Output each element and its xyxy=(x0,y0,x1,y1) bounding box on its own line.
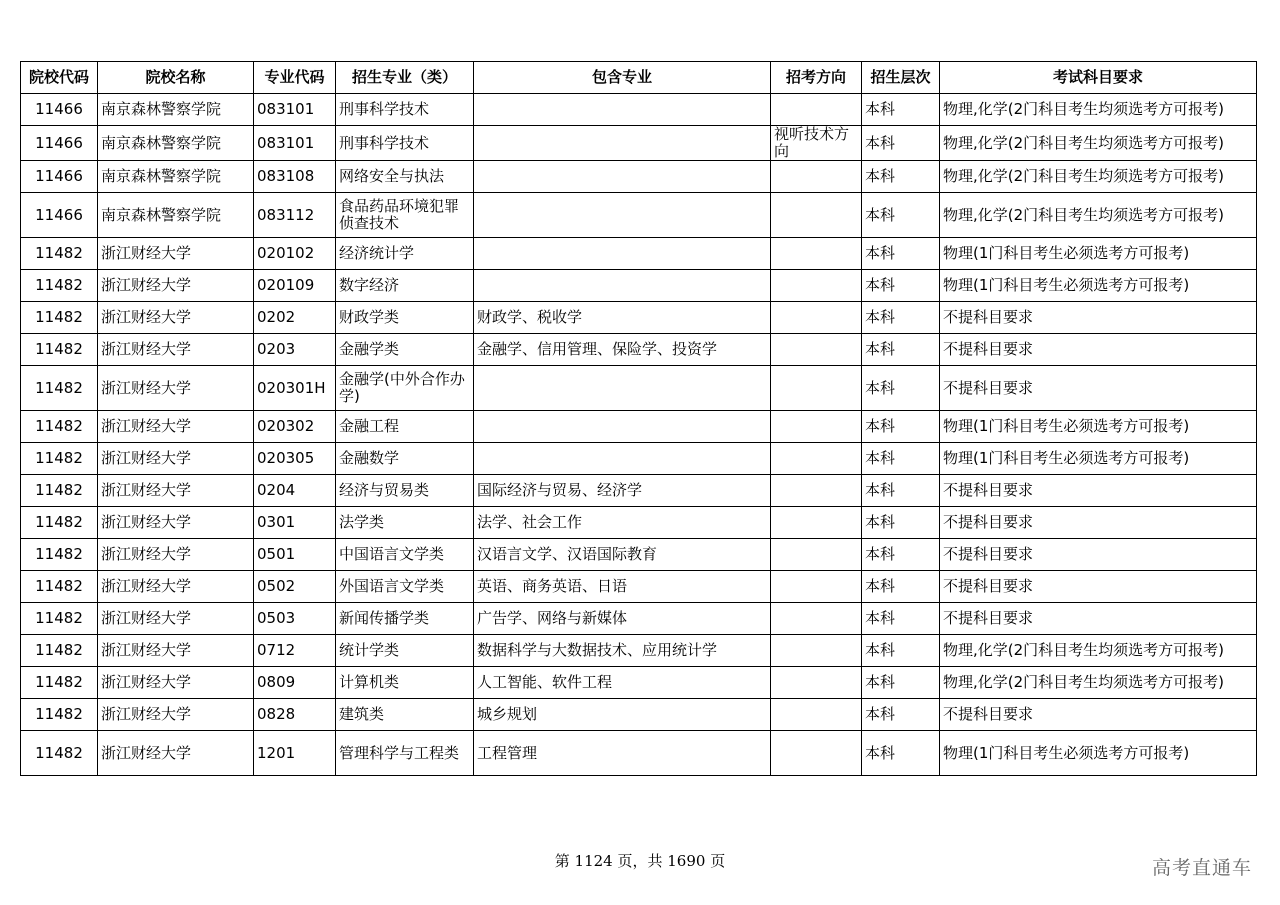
admission-table xyxy=(20,61,1257,776)
cell-requirement: 物理,化学(2门科目考生均须选考方可报考) xyxy=(940,161,1257,193)
cell-requirement: 不提科目要求 xyxy=(940,603,1257,635)
cell-major: 统计学类 xyxy=(336,635,474,667)
cell-major-code: 020109 xyxy=(254,270,336,302)
cell-major: 金融学(中外合作办学) xyxy=(336,366,474,411)
cell-requirement: 物理,化学(2门科目考生均须选考方可报考) xyxy=(940,635,1257,667)
cell-level: 本科 xyxy=(862,334,940,366)
cell-major-code: 083101 xyxy=(254,126,336,161)
table-body xyxy=(21,94,1257,776)
cell-school-code: 11482 xyxy=(21,302,98,334)
cell-level: 本科 xyxy=(862,238,940,270)
cell-major: 管理科学与工程类 xyxy=(336,731,474,776)
table-row xyxy=(21,302,1257,334)
cell-requirement: 物理,化学(2门科目考生均须选考方可报考) xyxy=(940,94,1257,126)
header-requirement: 考试科目要求 xyxy=(940,62,1257,94)
cell-direction xyxy=(771,411,862,443)
table-row xyxy=(21,603,1257,635)
table-row xyxy=(21,411,1257,443)
cell-requirement: 物理,化学(2门科目考生均须选考方可报考) xyxy=(940,667,1257,699)
cell-level: 本科 xyxy=(862,126,940,161)
cell-school-code: 11466 xyxy=(21,126,98,161)
cell-direction xyxy=(771,539,862,571)
cell-school-code: 11482 xyxy=(21,507,98,539)
cell-major-code: 0301 xyxy=(254,507,336,539)
cell-included xyxy=(474,411,771,443)
cell-school-name: 浙江财经大学 xyxy=(98,411,254,443)
cell-major-code: 020102 xyxy=(254,238,336,270)
cell-school-name: 浙江财经大学 xyxy=(98,238,254,270)
table-row xyxy=(21,731,1257,776)
cell-level: 本科 xyxy=(862,731,940,776)
cell-school-name: 南京森林警察学院 xyxy=(98,193,254,238)
cell-level: 本科 xyxy=(862,539,940,571)
cell-major: 刑事科学技术 xyxy=(336,94,474,126)
cell-major-code: 0828 xyxy=(254,699,336,731)
cell-major: 外国语言文学类 xyxy=(336,571,474,603)
cell-direction xyxy=(771,475,862,507)
cell-included xyxy=(474,238,771,270)
cell-major-code: 083108 xyxy=(254,161,336,193)
cell-requirement: 物理(1门科目考生必须选考方可报考) xyxy=(940,731,1257,776)
header-school-code: 院校代码 xyxy=(21,62,98,94)
cell-level: 本科 xyxy=(862,193,940,238)
cell-direction xyxy=(771,238,862,270)
page-footer: 第 1124 页，共 1690 页 xyxy=(554,852,726,870)
cell-included: 数据科学与大数据技术、应用统计学 xyxy=(474,635,771,667)
cell-included: 城乡规划 xyxy=(474,699,771,731)
cell-included xyxy=(474,126,771,161)
cell-major-code: 0502 xyxy=(254,571,336,603)
table-row xyxy=(21,193,1257,238)
cell-requirement: 物理,化学(2门科目考生均须选考方可报考) xyxy=(940,126,1257,161)
cell-level: 本科 xyxy=(862,571,940,603)
cell-major: 金融学类 xyxy=(336,334,474,366)
cell-direction xyxy=(771,507,862,539)
cell-requirement: 不提科目要求 xyxy=(940,699,1257,731)
cell-major: 食品药品环境犯罪侦查技术 xyxy=(336,193,474,238)
cell-included: 人工智能、软件工程 xyxy=(474,667,771,699)
table-row xyxy=(21,539,1257,571)
cell-requirement: 物理(1门科目考生必须选考方可报考) xyxy=(940,443,1257,475)
cell-level: 本科 xyxy=(862,94,940,126)
cell-requirement: 不提科目要求 xyxy=(940,539,1257,571)
cell-major-code: 020301H xyxy=(254,366,336,411)
table-row xyxy=(21,443,1257,475)
cell-level: 本科 xyxy=(862,667,940,699)
cell-school-code: 11482 xyxy=(21,475,98,507)
cell-school-name: 浙江财经大学 xyxy=(98,334,254,366)
cell-school-name: 浙江财经大学 xyxy=(98,443,254,475)
cell-direction xyxy=(771,193,862,238)
cell-school-name: 浙江财经大学 xyxy=(98,507,254,539)
cell-requirement: 物理(1门科目考生必须选考方可报考) xyxy=(940,238,1257,270)
header-major-code: 专业代码 xyxy=(254,62,336,94)
header-major: 招生专业（类） xyxy=(336,62,474,94)
cell-school-name: 浙江财经大学 xyxy=(98,667,254,699)
watermark: 高考直通车 xyxy=(1151,857,1252,879)
cell-school-name: 浙江财经大学 xyxy=(98,539,254,571)
cell-direction xyxy=(771,731,862,776)
cell-major: 计算机类 xyxy=(336,667,474,699)
cell-included: 国际经济与贸易、经济学 xyxy=(474,475,771,507)
table-row xyxy=(21,635,1257,667)
header-school-name: 院校名称 xyxy=(98,62,254,94)
cell-major-code: 0503 xyxy=(254,603,336,635)
cell-major: 法学类 xyxy=(336,507,474,539)
cell-major-code: 0809 xyxy=(254,667,336,699)
cell-direction xyxy=(771,635,862,667)
cell-included: 汉语言文学、汉语国际教育 xyxy=(474,539,771,571)
cell-major-code: 083112 xyxy=(254,193,336,238)
header-included: 包含专业 xyxy=(474,62,771,94)
cell-major-code: 020305 xyxy=(254,443,336,475)
cell-major-code: 0203 xyxy=(254,334,336,366)
cell-level: 本科 xyxy=(862,635,940,667)
cell-school-code: 11466 xyxy=(21,161,98,193)
cell-school-code: 11482 xyxy=(21,699,98,731)
cell-major: 财政学类 xyxy=(336,302,474,334)
cell-major: 刑事科学技术 xyxy=(336,126,474,161)
cell-included xyxy=(474,193,771,238)
cell-major: 经济与贸易类 xyxy=(336,475,474,507)
cell-included xyxy=(474,270,771,302)
cell-requirement: 不提科目要求 xyxy=(940,366,1257,411)
cell-level: 本科 xyxy=(862,507,940,539)
cell-major-code: 083101 xyxy=(254,94,336,126)
cell-school-code: 11466 xyxy=(21,193,98,238)
cell-direction xyxy=(771,94,862,126)
cell-level: 本科 xyxy=(862,603,940,635)
table-row xyxy=(21,94,1257,126)
cell-requirement: 不提科目要求 xyxy=(940,507,1257,539)
cell-direction xyxy=(771,270,862,302)
cell-requirement: 不提科目要求 xyxy=(940,475,1257,507)
cell-major-code: 0202 xyxy=(254,302,336,334)
cell-school-code: 11482 xyxy=(21,731,98,776)
cell-school-code: 11482 xyxy=(21,334,98,366)
cell-major: 金融数学 xyxy=(336,443,474,475)
cell-level: 本科 xyxy=(862,161,940,193)
cell-requirement: 物理,化学(2门科目考生均须选考方可报考) xyxy=(940,193,1257,238)
header-row xyxy=(21,62,1257,94)
cell-school-name: 浙江财经大学 xyxy=(98,302,254,334)
cell-included: 金融学、信用管理、保险学、投资学 xyxy=(474,334,771,366)
cell-included xyxy=(474,161,771,193)
cell-level: 本科 xyxy=(862,475,940,507)
cell-major-code: 1201 xyxy=(254,731,336,776)
cell-direction xyxy=(771,443,862,475)
cell-school-code: 11482 xyxy=(21,603,98,635)
cell-major: 金融工程 xyxy=(336,411,474,443)
header-direction: 招考方向 xyxy=(771,62,862,94)
cell-school-code: 11482 xyxy=(21,270,98,302)
cell-included xyxy=(474,443,771,475)
table-row xyxy=(21,571,1257,603)
table-row xyxy=(21,161,1257,193)
cell-level: 本科 xyxy=(862,302,940,334)
table-row xyxy=(21,238,1257,270)
cell-included: 法学、社会工作 xyxy=(474,507,771,539)
cell-school-name: 浙江财经大学 xyxy=(98,699,254,731)
cell-school-code: 11482 xyxy=(21,667,98,699)
cell-included: 工程管理 xyxy=(474,731,771,776)
table-row xyxy=(21,699,1257,731)
table-row xyxy=(21,126,1257,161)
table-row xyxy=(21,475,1257,507)
cell-school-name: 南京森林警察学院 xyxy=(98,126,254,161)
cell-major-code: 0204 xyxy=(254,475,336,507)
cell-included xyxy=(474,366,771,411)
cell-direction xyxy=(771,603,862,635)
cell-requirement: 物理(1门科目考生必须选考方可报考) xyxy=(940,270,1257,302)
cell-included xyxy=(474,94,771,126)
cell-direction xyxy=(771,699,862,731)
cell-level: 本科 xyxy=(862,411,940,443)
cell-major-code: 0712 xyxy=(254,635,336,667)
table-row xyxy=(21,334,1257,366)
cell-requirement: 不提科目要求 xyxy=(940,302,1257,334)
cell-school-code: 11482 xyxy=(21,443,98,475)
cell-major-code: 020302 xyxy=(254,411,336,443)
cell-school-code: 11482 xyxy=(21,635,98,667)
cell-major: 新闻传播学类 xyxy=(336,603,474,635)
cell-level: 本科 xyxy=(862,270,940,302)
cell-level: 本科 xyxy=(862,443,940,475)
cell-requirement: 不提科目要求 xyxy=(940,334,1257,366)
header-level: 招生层次 xyxy=(862,62,940,94)
cell-requirement: 物理(1门科目考生必须选考方可报考) xyxy=(940,411,1257,443)
cell-school-name: 南京森林警察学院 xyxy=(98,161,254,193)
table-row xyxy=(21,270,1257,302)
cell-school-name: 浙江财经大学 xyxy=(98,635,254,667)
cell-school-name: 浙江财经大学 xyxy=(98,603,254,635)
cell-school-name: 浙江财经大学 xyxy=(98,571,254,603)
cell-major: 数字经济 xyxy=(336,270,474,302)
cell-major: 中国语言文学类 xyxy=(336,539,474,571)
cell-school-name: 浙江财经大学 xyxy=(98,270,254,302)
cell-school-code: 11482 xyxy=(21,411,98,443)
cell-school-name: 浙江财经大学 xyxy=(98,366,254,411)
cell-school-code: 11466 xyxy=(21,94,98,126)
cell-school-name: 南京森林警察学院 xyxy=(98,94,254,126)
cell-major-code: 0501 xyxy=(254,539,336,571)
table-row xyxy=(21,507,1257,539)
table-row xyxy=(21,667,1257,699)
cell-included: 财政学、税收学 xyxy=(474,302,771,334)
cell-included: 英语、商务英语、日语 xyxy=(474,571,771,603)
cell-direction xyxy=(771,334,862,366)
cell-school-code: 11482 xyxy=(21,539,98,571)
cell-direction xyxy=(771,667,862,699)
cell-direction xyxy=(771,302,862,334)
cell-school-code: 11482 xyxy=(21,366,98,411)
table-row xyxy=(21,366,1257,411)
cell-school-name: 浙江财经大学 xyxy=(98,475,254,507)
cell-school-code: 11482 xyxy=(21,571,98,603)
cell-direction xyxy=(771,571,862,603)
cell-school-code: 11482 xyxy=(21,238,98,270)
cell-school-name: 浙江财经大学 xyxy=(98,731,254,776)
cell-level: 本科 xyxy=(862,366,940,411)
cell-level: 本科 xyxy=(862,699,940,731)
cell-direction xyxy=(771,161,862,193)
cell-direction xyxy=(771,366,862,411)
cell-requirement: 不提科目要求 xyxy=(940,571,1257,603)
cell-direction: 视听技术方向 xyxy=(771,126,862,161)
cell-major: 网络安全与执法 xyxy=(336,161,474,193)
cell-included: 广告学、网络与新媒体 xyxy=(474,603,771,635)
cell-major: 建筑类 xyxy=(336,699,474,731)
cell-major: 经济统计学 xyxy=(336,238,474,270)
